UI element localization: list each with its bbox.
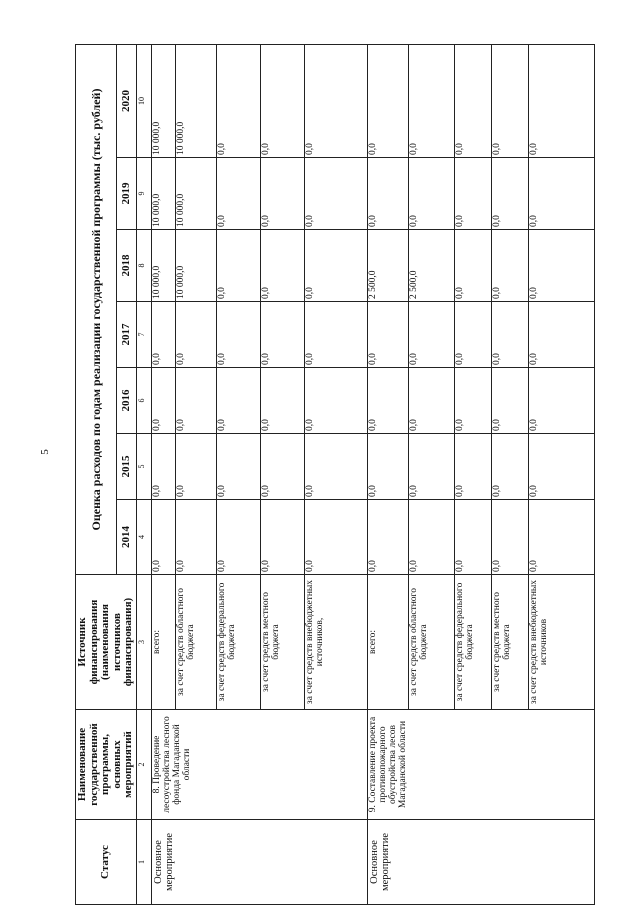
activity-name: 8. Проведение лесоустройства лесного фонда Магаданской области (152, 710, 368, 820)
value-cell: 0,0 (492, 368, 529, 434)
financing-source: за счет средств внебюджетных источников (529, 575, 595, 710)
column-index: 2 (136, 710, 151, 820)
value-cell: 0,0 (261, 44, 305, 157)
value-cell: 0,0 (367, 158, 408, 230)
value-cell: 0,0 (409, 44, 455, 157)
value-cell: 10 000,0 (152, 158, 176, 230)
value-cell: 0,0 (217, 368, 261, 434)
value-cell: 0,0 (175, 302, 216, 368)
value-cell: 10 000,0 (175, 158, 216, 230)
value-cell: 0,0 (492, 158, 529, 230)
financing-source: всего: (367, 575, 408, 710)
value-cell: 0,0 (455, 158, 492, 230)
value-cell: 0,0 (529, 158, 595, 230)
value-cell: 0,0 (304, 44, 367, 157)
value-cell: 0,0 (367, 500, 408, 575)
financing-source: за счет средств федерального бюджета (217, 575, 261, 710)
value-cell: 0,0 (529, 44, 595, 157)
value-cell: 0,0 (217, 500, 261, 575)
value-cell: 0,0 (152, 434, 176, 500)
column-index: 8 (136, 230, 151, 302)
value-cell: 0,0 (492, 44, 529, 157)
financing-source: за счет средств местного бюджета (492, 575, 529, 710)
column-index-row (136, 44, 151, 904)
value-cell: 0,0 (304, 302, 367, 368)
budget-table (75, 44, 595, 905)
value-cell: 0,0 (367, 434, 408, 500)
table-row (367, 44, 408, 904)
value-cell: 0,0 (455, 434, 492, 500)
value-cell: 0,0 (529, 230, 595, 302)
value-cell: 0,0 (175, 368, 216, 434)
value-cell: 0,0 (409, 500, 455, 575)
document-table-container (75, 45, 590, 905)
value-cell: 0,0 (529, 500, 595, 575)
value-cell: 0,0 (152, 368, 176, 434)
value-cell: 10 000,0 (152, 44, 176, 157)
value-cell: 0,0 (217, 44, 261, 157)
value-cell: 0,0 (367, 368, 408, 434)
activity-name: 9. Составление проекта противопожарного обустройства лесов Магаданской области (367, 710, 594, 820)
financing-source: за счет средств федерального бюджета (455, 575, 492, 710)
value-cell: 10 000,0 (175, 44, 216, 157)
header-financing-source: Источник финансирования (наименования источников финансирования) (76, 575, 137, 710)
value-cell: 0,0 (409, 368, 455, 434)
column-index: 9 (136, 158, 151, 230)
value-cell: 0,0 (217, 434, 261, 500)
header-year: 2019 (117, 158, 137, 230)
value-cell: 2 500,0 (409, 230, 455, 302)
value-cell: 0,0 (261, 158, 305, 230)
financing-source: за счет средств областного бюджета (175, 575, 216, 710)
value-cell: 2 500,0 (367, 230, 408, 302)
value-cell: 0,0 (261, 302, 305, 368)
status-cell: Основное мероприятие (152, 820, 368, 905)
header-year: 2015 (117, 434, 137, 500)
value-cell: 0,0 (304, 158, 367, 230)
value-cell: 0,0 (175, 434, 216, 500)
value-cell: 0,0 (455, 500, 492, 575)
value-cell: 0,0 (175, 500, 216, 575)
value-cell: 0,0 (409, 434, 455, 500)
value-cell: 0,0 (455, 368, 492, 434)
header-status: Статус (76, 820, 137, 905)
column-index: 4 (136, 500, 151, 575)
table-row (152, 44, 176, 904)
page-number: 5 (39, 449, 51, 455)
value-cell: 10 000,0 (175, 230, 216, 302)
value-cell: 0,0 (304, 230, 367, 302)
value-cell: 0,0 (217, 302, 261, 368)
value-cell: 0,0 (217, 158, 261, 230)
financing-source: за счет средств местного бюджета (261, 575, 305, 710)
value-cell: 0,0 (409, 158, 455, 230)
header-program-name: Наименование государственной программы, основных мероприятий (76, 710, 137, 820)
value-cell: 0,0 (304, 500, 367, 575)
header-year: 2018 (117, 230, 137, 302)
value-cell: 0,0 (409, 302, 455, 368)
column-index: 7 (136, 302, 151, 368)
column-index: 1 (136, 820, 151, 905)
column-index: 6 (136, 368, 151, 434)
value-cell: 0,0 (304, 368, 367, 434)
value-cell: 0,0 (492, 500, 529, 575)
value-cell: 0,0 (261, 368, 305, 434)
value-cell: 0,0 (455, 44, 492, 157)
financing-source: за счет средств областного бюджета (409, 575, 455, 710)
value-cell: 0,0 (367, 44, 408, 157)
value-cell: 0,0 (492, 302, 529, 368)
value-cell: 0,0 (261, 434, 305, 500)
value-cell: 0,0 (529, 302, 595, 368)
value-cell: 0,0 (217, 230, 261, 302)
value-cell: 0,0 (152, 302, 176, 368)
status-cell: Основное мероприятие (367, 820, 594, 905)
value-cell: 0,0 (455, 302, 492, 368)
header-expense-estimate: Оценка расходов по годам реализации государственной программы (тыс. рублей) (76, 44, 117, 574)
column-index: 3 (136, 575, 151, 710)
value-cell: 0,0 (261, 230, 305, 302)
value-cell: 0,0 (529, 368, 595, 434)
header-year: 2020 (117, 44, 137, 157)
value-cell: 0,0 (492, 434, 529, 500)
financing-source: за счет средств внебюджетных источников, (304, 575, 367, 710)
value-cell: 0,0 (367, 302, 408, 368)
header-year: 2017 (117, 302, 137, 368)
value-cell: 0,0 (492, 230, 529, 302)
column-index: 10 (136, 44, 151, 157)
header-year: 2016 (117, 368, 137, 434)
financing-source: всего: (152, 575, 176, 710)
value-cell: 10 000,0 (152, 230, 176, 302)
header-year: 2014 (117, 500, 137, 575)
value-cell: 0,0 (152, 500, 176, 575)
value-cell: 0,0 (261, 500, 305, 575)
column-index: 5 (136, 434, 151, 500)
value-cell: 0,0 (304, 434, 367, 500)
value-cell: 0,0 (455, 230, 492, 302)
value-cell: 0,0 (529, 434, 595, 500)
